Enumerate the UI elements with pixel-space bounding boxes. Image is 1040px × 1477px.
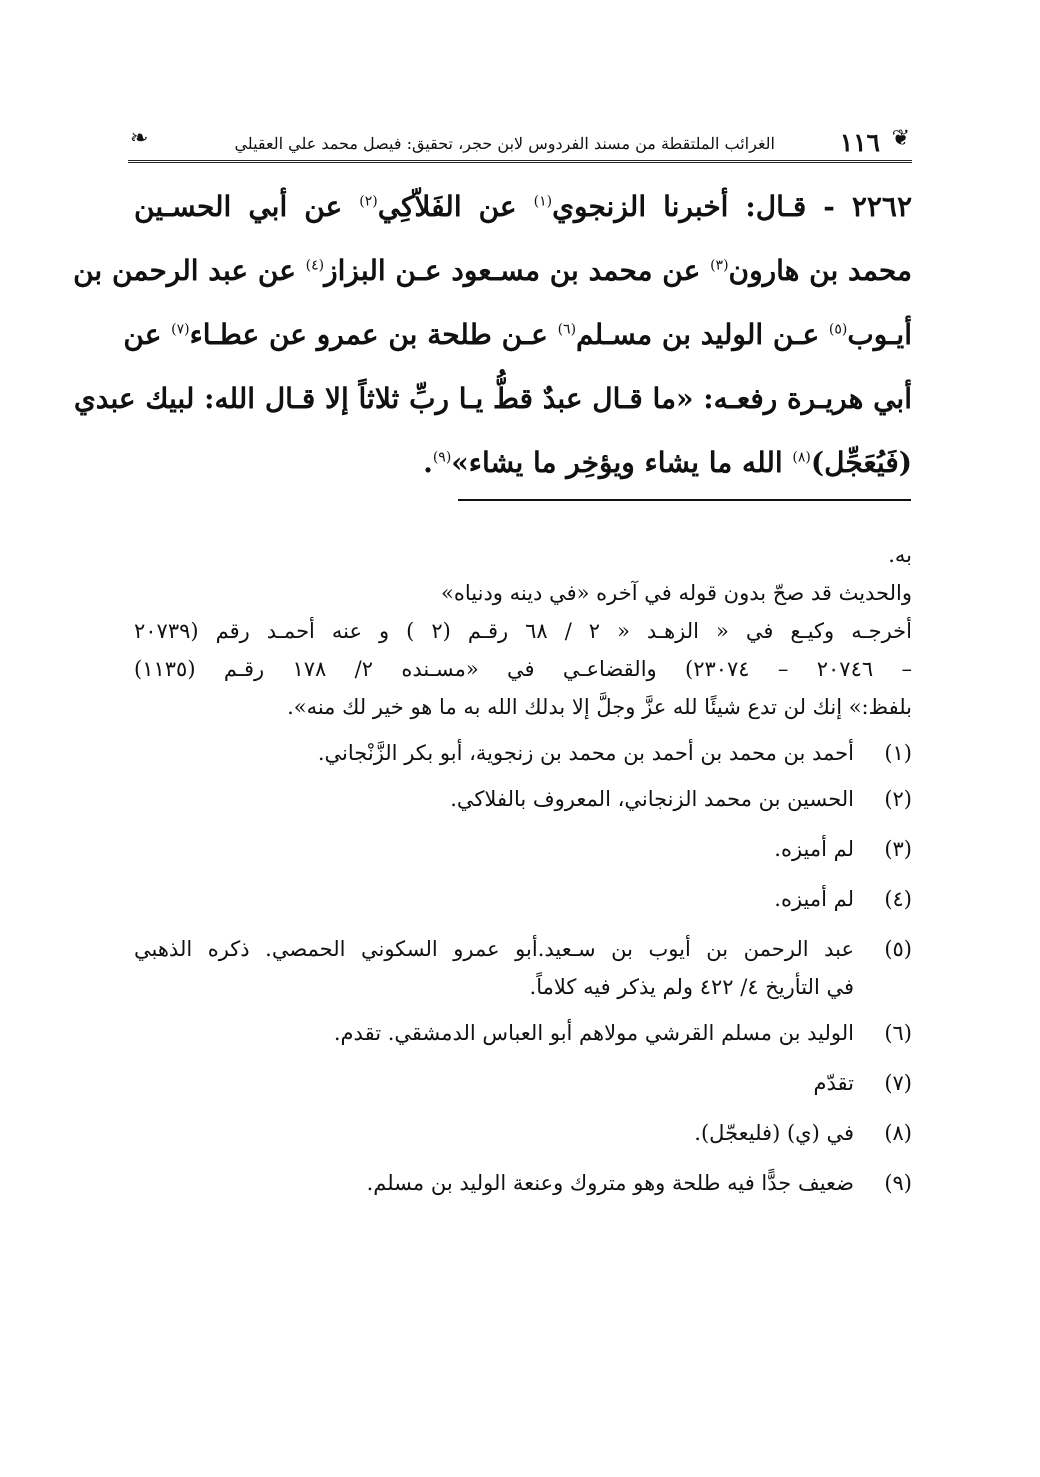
footnote-text: لم أميزه. xyxy=(774,837,854,861)
running-title: الغرائب الملتقطة من مسند الفردوس لابن حجر، تحقيق: فيصل محمد علي العقيلي xyxy=(234,134,775,153)
hadith-line: ٢٢٦٢ - قـال: أخبرنا الزنجوي$^{(١)}$ عن الفَلاّكِي$^{(٢)}$ عن أبي الحسـين xyxy=(134,190,912,223)
footnote-number: (١) xyxy=(884,741,912,765)
footnote-item xyxy=(134,1064,912,1102)
note-line: والحديث قد صحّ بدون قوله في آخره «في دينه ودنياه» xyxy=(441,581,912,605)
footnote-item xyxy=(134,734,912,772)
footnote-text: الوليد بن مسلم القرشي مولاهم أبو العباس الدمشقي. تقدم. xyxy=(333,1021,854,1045)
footnote-number: (٣) xyxy=(884,837,912,861)
footnote-text: أحمد بن محمد بن أحمد بن محمد بن زنجوية، أبو بكر الزَّنْجاني. xyxy=(317,741,854,765)
footnote-number: (٤) xyxy=(884,887,912,911)
hadith-line: (فَيُعَجِّل)$^{(٨)}$ الله ما يشاء ويؤخِر ما يشاء»$^{(٩)}$. xyxy=(423,446,912,479)
footnote-number: (٩) xyxy=(884,1171,912,1195)
footnote-number: (٨) xyxy=(884,1121,912,1145)
footnote-item xyxy=(134,1014,912,1052)
footnote-item xyxy=(134,780,912,818)
header-rule xyxy=(128,160,912,163)
footnotes xyxy=(134,536,912,1202)
footnote-text: ضعيف جدًّا فيه طلحة وهو متروك وعنعة الوليد بن مسلم. xyxy=(366,1171,854,1195)
footnote-item xyxy=(134,1114,912,1152)
hadith-line: أبي هريـرة رفعـه: «ما قـال عبدٌ قطُّ يـا ربِّ ثلاثاً إلا قـال الله: لبيك عبدي xyxy=(73,382,912,415)
footnote-number: (٢) xyxy=(884,787,912,811)
footnote-item xyxy=(134,830,912,868)
footnote-text: في (ي) (فليعجّل). xyxy=(694,1121,854,1145)
footnote-text: عبد الرحمن بن أيوب بن سـعيد.أبو عمرو السكوني الحمصي. ذكره الذهبي xyxy=(134,937,854,961)
note-line: أخرجـه وكيـع في « الزهـد « ٢ / ٦٨ رقـم (٢ ) و عنه أحمـد رقم (٢٠٧٣٩ xyxy=(134,619,912,643)
hadith-line: أيـوب$^{(٥)}$ عـن الوليد بن مسـلم$^{(٦)}$ عـن طلحة بن عمرو عن عطـاء$^{(٧)}$ عن xyxy=(123,318,912,351)
hadith-line: محمد بن هارون$^{(٣)}$ عن محمد بن مسـعود عـن البزاز$^{(٤)}$ عن عبد الرحمن بن xyxy=(73,254,912,287)
footnote-item xyxy=(134,930,912,1006)
footnote-separator xyxy=(458,499,911,501)
footnote-item xyxy=(134,1164,912,1202)
note-line: – ٢٠٧٤٦ – ٢٣٠٧٤) والقضاعـي في «مسـنده ٢/ ١٧٨ رقـم (١١٣٥) xyxy=(134,657,912,681)
footnote-number: (٧) xyxy=(884,1071,912,1095)
page-header xyxy=(130,122,910,158)
hadith-text xyxy=(73,175,912,495)
ornament-right-icon: ❦ xyxy=(891,126,910,151)
footnote-item xyxy=(134,880,912,918)
footnote-text: الحسين بن محمد الزنجاني، المعروف بالفلاكي. xyxy=(450,787,854,811)
footnote-number: (٦) xyxy=(884,1021,912,1045)
footnote-text: تقدّم xyxy=(813,1071,854,1095)
page-number: ١١٦ xyxy=(839,128,880,157)
note-line: بلفظ:» إنك لن تدع شيئًا لله عزَّ وجلَّ إلا بدلك الله به ما هو خير لك منه». xyxy=(287,695,912,719)
footnote-number: (٥) xyxy=(884,937,912,961)
ornament-left-icon: ❧ xyxy=(130,126,149,151)
footnote-text: لم أميزه. xyxy=(774,887,854,911)
footnote-text: في التأريخ ٤/ ٤٢٢ ولم يذكر فيه كلاماً. xyxy=(529,975,854,999)
note-line: به. xyxy=(888,543,912,567)
